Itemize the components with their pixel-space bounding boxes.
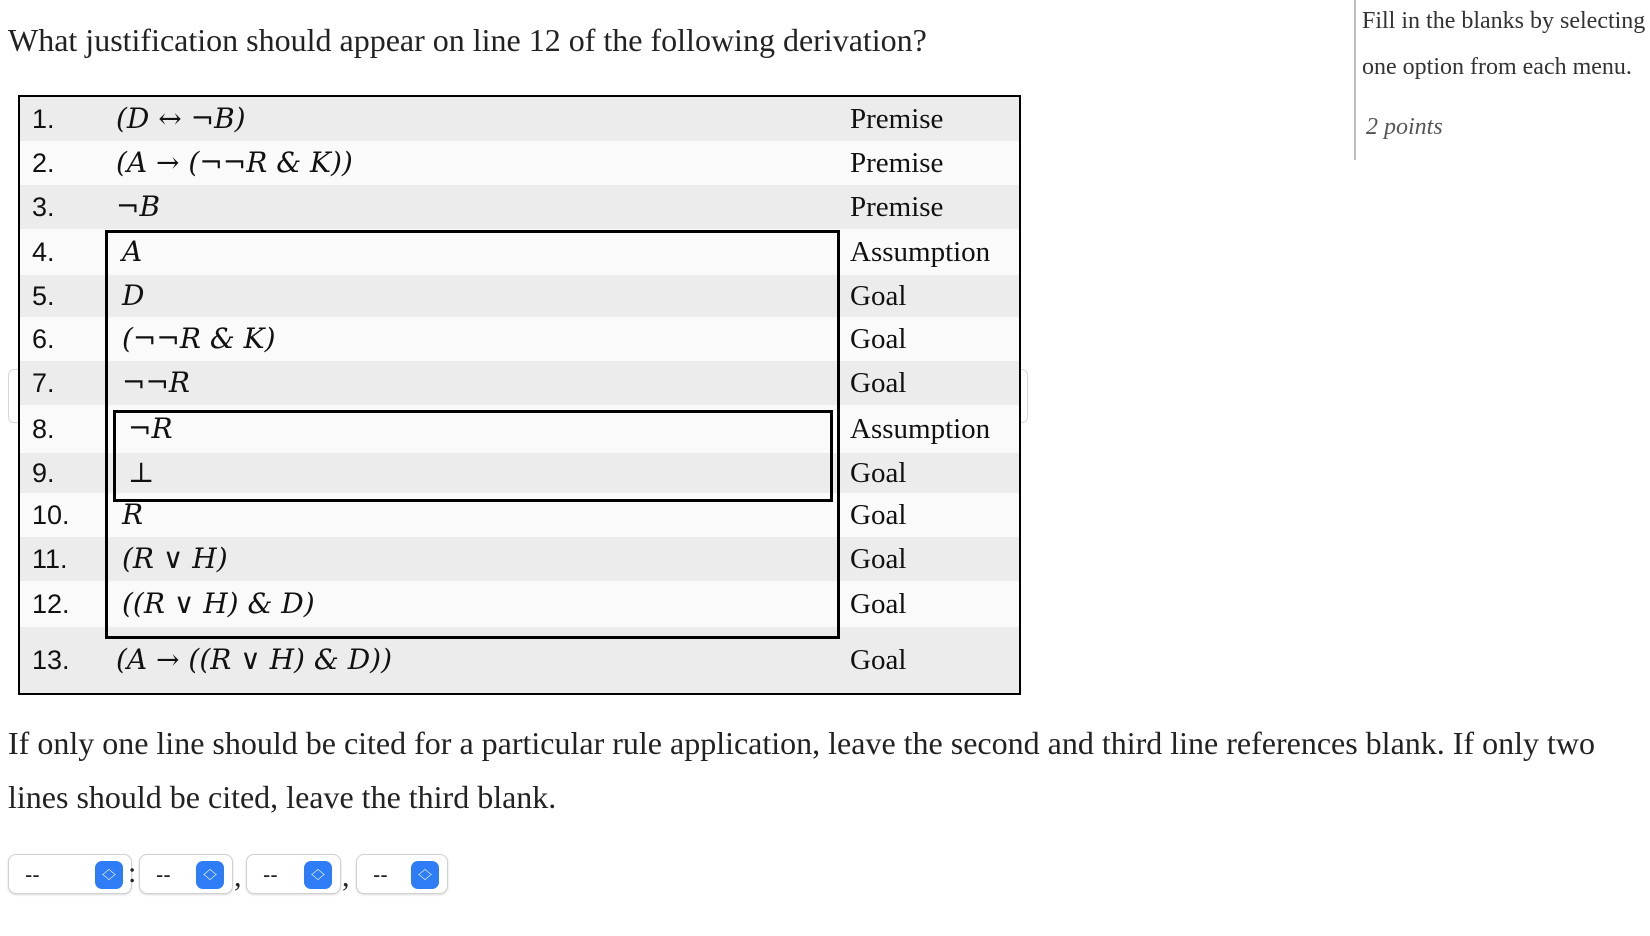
derivation-row (20, 141, 1019, 185)
up-down-chevron-icon: ︿ ﹀ (95, 861, 123, 889)
comma-separator: , (342, 860, 350, 893)
formula: D (122, 279, 145, 312)
line-number: 12. (32, 589, 70, 619)
up-down-chevron-icon: ︿ ﹀ (196, 861, 224, 889)
line-select-3[interactable] (356, 854, 448, 894)
justification: Goal (850, 280, 907, 312)
formula: (A → ((R ∨ H) & D)) (116, 643, 392, 676)
comma-separator: , (234, 860, 242, 893)
line-number: 9. (32, 458, 55, 488)
derivation-row (20, 97, 1019, 141)
line-select-2[interactable] (246, 854, 341, 894)
formula: A (122, 235, 143, 268)
derivation-row (20, 627, 1019, 693)
line-number: 5. (32, 281, 55, 311)
formula: ⊥ (128, 456, 155, 489)
colon-separator: : (128, 856, 137, 889)
line-number: 4. (32, 237, 55, 267)
derivation-table (18, 95, 1021, 695)
derivation-row (20, 405, 1019, 453)
line-number: 3. (32, 192, 55, 222)
justification: Premise (850, 191, 944, 223)
derivation-row (20, 493, 1019, 537)
formula: (D ↔ ¬B) (116, 102, 246, 135)
justification: Assumption (850, 236, 991, 268)
line-number: 8. (32, 414, 55, 444)
justification: Goal (850, 543, 907, 575)
line-select-3-value: -- (373, 862, 388, 887)
line-number: 7. (32, 368, 55, 398)
line-number: 6. (32, 324, 55, 354)
line-select-2-value: -- (263, 862, 278, 887)
justification: Premise (850, 103, 944, 135)
sidebar-instruction-line-1: Fill in the blanks by selecting (1362, 8, 1646, 34)
points-label: 2 points (1366, 114, 1443, 140)
formula: ¬R (128, 412, 173, 445)
line-select-1[interactable] (139, 854, 233, 894)
derivation-row (20, 361, 1019, 405)
justification: Goal (850, 367, 907, 399)
derivation-row (20, 537, 1019, 581)
up-down-chevron-icon: ︿ ﹀ (304, 861, 332, 889)
sidebar-instruction-line-2: one option from each menu. (1362, 54, 1632, 80)
derivation-row (20, 185, 1019, 229)
justification: Goal (850, 457, 907, 489)
up-down-chevron-icon: ︿ ﹀ (411, 861, 439, 889)
justification: Goal (850, 323, 907, 355)
formula: ((R ∨ H) & D) (122, 587, 315, 620)
derivation-row (20, 317, 1019, 361)
instructions-sidebar (1354, 0, 1650, 160)
formula: (A → (¬¬R & K)) (116, 146, 353, 179)
question-text: What justification should appear on line 12 of the following derivation? (8, 22, 927, 58)
citation-instructions: If only one line should be cited for a particular rule application, leave the second and third line references blank. If only two lines should be cited, leave the third blank. (8, 725, 1595, 815)
derivation-row (20, 453, 1019, 493)
justification: Premise (850, 147, 944, 179)
derivation-row (20, 229, 1019, 275)
justification: Goal (850, 588, 907, 620)
justification: Assumption (850, 413, 991, 445)
formula: ¬¬R (122, 366, 191, 399)
justification: Goal (850, 644, 907, 676)
formula: R (122, 498, 144, 531)
justification: Goal (850, 499, 907, 531)
line-number: 11. (32, 544, 68, 574)
derivation-row (20, 275, 1019, 317)
formula: ¬B (116, 190, 161, 223)
line-number: 10. (32, 500, 70, 530)
rule-select[interactable] (8, 854, 132, 894)
line-select-1-value: -- (156, 862, 171, 887)
formula: (R ∨ H) (122, 542, 228, 575)
derivation-row (20, 581, 1019, 627)
rule-select-value: -- (25, 862, 40, 887)
line-number: 1. (32, 104, 55, 134)
formula: (¬¬R & K) (122, 322, 276, 355)
line-number: 13. (32, 645, 70, 675)
line-number: 2. (32, 148, 55, 178)
